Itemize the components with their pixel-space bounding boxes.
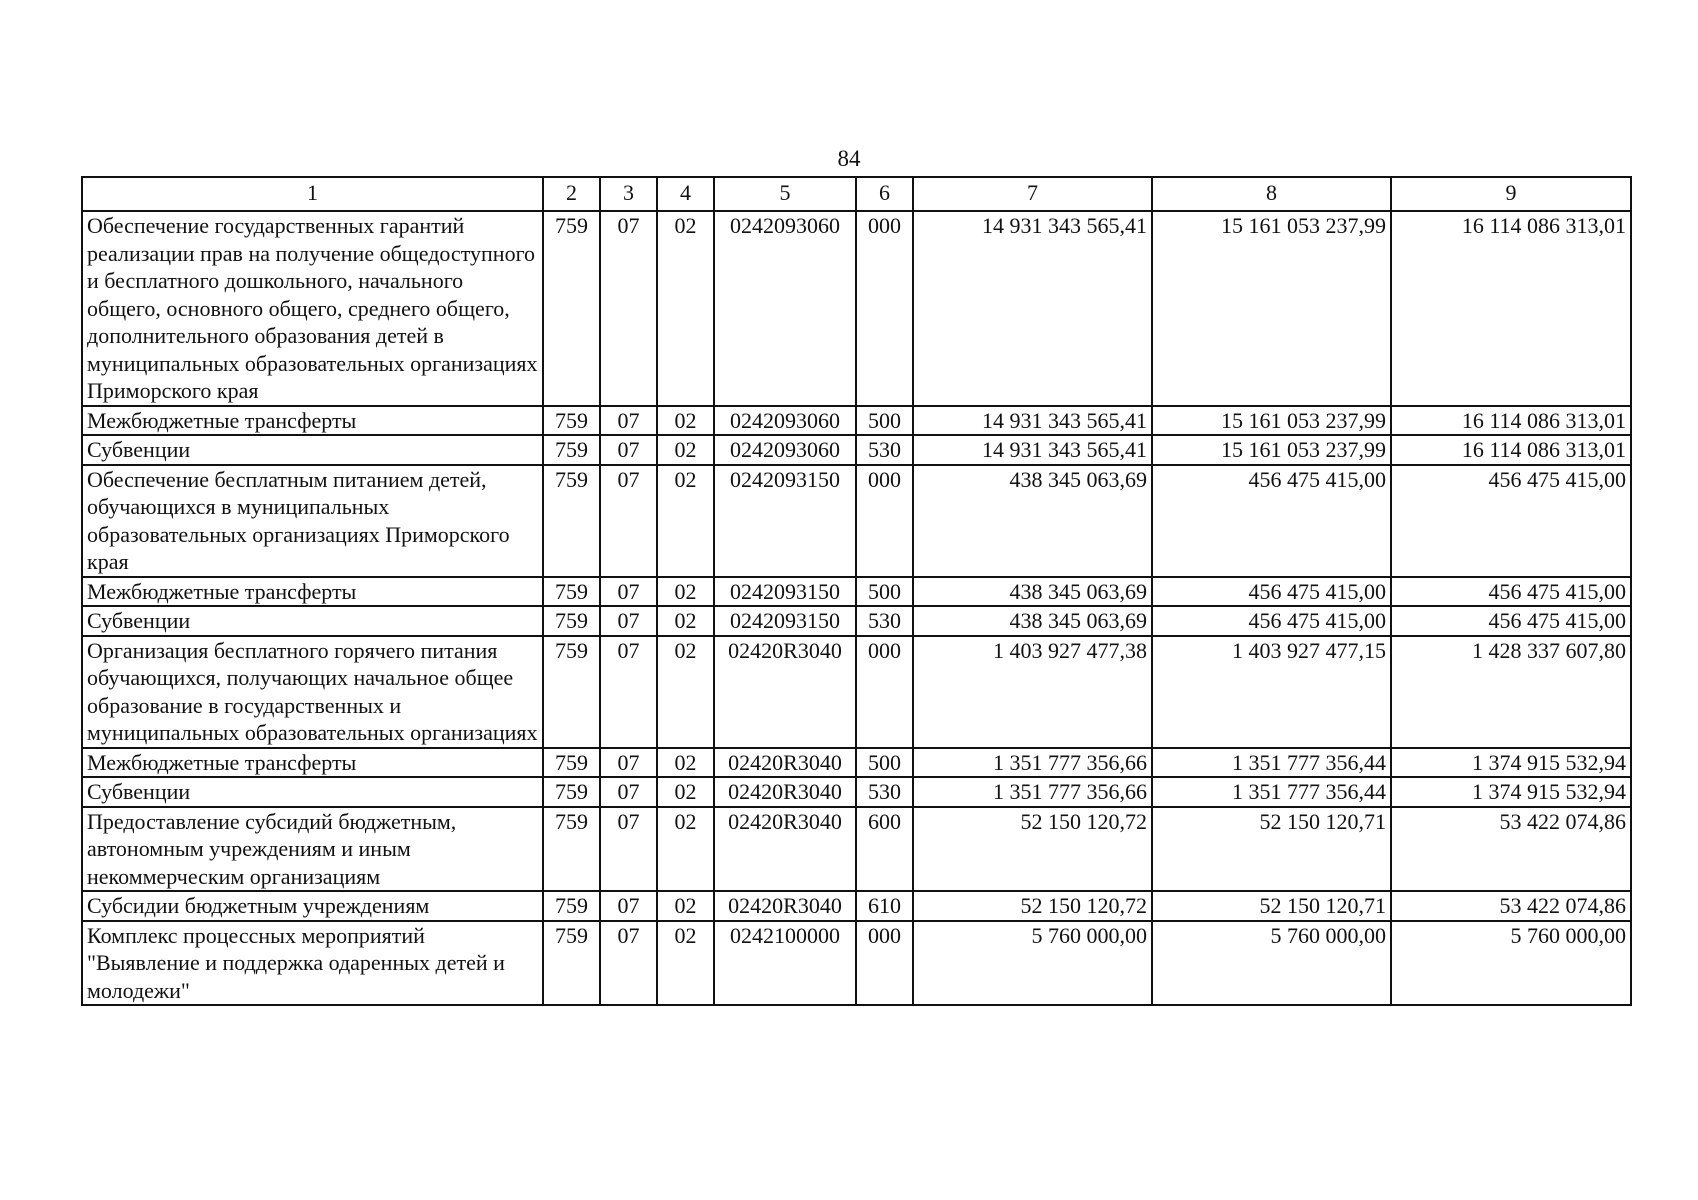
amount-year3-cell: 456 475 415,00	[1391, 465, 1631, 577]
column-header: 5	[714, 177, 856, 211]
expense-type-cell: 500	[856, 748, 913, 778]
amount-year3-cell: 53 422 074,86	[1391, 891, 1631, 921]
table-row	[82, 748, 1631, 778]
subsection-code-cell: 02	[657, 748, 714, 778]
amount-year2-cell: 5 760 000,00	[1152, 921, 1391, 1006]
amount-year3-cell: 456 475 415,00	[1391, 606, 1631, 636]
row-name-cell: Межбюджетные трансферты	[82, 577, 543, 607]
column-header: 9	[1391, 177, 1631, 211]
amount-year2-cell: 456 475 415,00	[1152, 577, 1391, 607]
expense-type-cell: 000	[856, 636, 913, 748]
amount-year3-cell: 1 428 337 607,80	[1391, 636, 1631, 748]
amount-year3-cell: 5 760 000,00	[1391, 921, 1631, 1006]
amount-year2-cell: 52 150 120,71	[1152, 891, 1391, 921]
column-header: 6	[856, 177, 913, 211]
amount-year3-cell: 1 374 915 532,94	[1391, 777, 1631, 807]
amount-year2-cell: 456 475 415,00	[1152, 465, 1391, 577]
amount-year1-cell: 1 351 777 356,66	[913, 748, 1152, 778]
subsection-code-cell: 02	[657, 577, 714, 607]
subsection-code-cell: 02	[657, 636, 714, 748]
section-code-cell: 07	[600, 406, 657, 436]
target-article-cell: 02420R3040	[714, 777, 856, 807]
amount-year2-cell: 52 150 120,71	[1152, 807, 1391, 892]
amount-year3-cell: 16 114 086 313,01	[1391, 406, 1631, 436]
expense-type-cell: 000	[856, 465, 913, 577]
amount-year1-cell: 52 150 120,72	[913, 807, 1152, 892]
gr-code-cell: 759	[543, 577, 600, 607]
gr-code-cell: 759	[543, 465, 600, 577]
section-code-cell: 07	[600, 921, 657, 1006]
section-code-cell: 07	[600, 891, 657, 921]
section-code-cell: 07	[600, 577, 657, 607]
target-article-cell: 0242100000	[714, 921, 856, 1006]
section-code-cell: 07	[600, 211, 657, 406]
amount-year2-cell: 15 161 053 237,99	[1152, 406, 1391, 436]
expense-type-cell: 610	[856, 891, 913, 921]
column-header: 3	[600, 177, 657, 211]
gr-code-cell: 759	[543, 891, 600, 921]
subsection-code-cell: 02	[657, 465, 714, 577]
table-row	[82, 465, 1631, 577]
row-name-cell: Субвенции	[82, 435, 543, 465]
section-code-cell: 07	[600, 807, 657, 892]
amount-year2-cell: 1 351 777 356,44	[1152, 748, 1391, 778]
target-article-cell: 0242093060	[714, 406, 856, 436]
row-name-cell: Комплекс процессных мероприятий "Выявление и поддержка одаренных детей и молодежи"	[82, 921, 543, 1006]
amount-year1-cell: 14 931 343 565,41	[913, 435, 1152, 465]
table-row	[82, 406, 1631, 436]
subsection-code-cell: 02	[657, 777, 714, 807]
amount-year3-cell: 456 475 415,00	[1391, 577, 1631, 607]
row-name-cell: Субсидии бюджетным учреждениям	[82, 891, 543, 921]
row-name-cell: Субвенции	[82, 777, 543, 807]
table-body	[82, 211, 1631, 1005]
subsection-code-cell: 02	[657, 435, 714, 465]
subsection-code-cell: 02	[657, 211, 714, 406]
amount-year3-cell: 53 422 074,86	[1391, 807, 1631, 892]
row-name-cell: Обеспечение государственных гарантий реализации прав на получение общедоступного и бесплатного дошкольного, начального общего, основного общего, среднего общего, дополнительного образования детей в муниципальных образовательных организациях Приморского края	[82, 211, 543, 406]
gr-code-cell: 759	[543, 606, 600, 636]
target-article-cell: 0242093060	[714, 435, 856, 465]
expense-type-cell: 530	[856, 777, 913, 807]
header-row	[82, 177, 1631, 211]
expense-type-cell: 530	[856, 606, 913, 636]
row-name-cell: Организация бесплатного горячего питания обучающихся, получающих начальное общее образование в государственных и муниципальных образовательных организациях	[82, 636, 543, 748]
row-name-cell: Обеспечение бесплатным питанием детей, обучающихся в муниципальных образовательных организациях Приморского края	[82, 465, 543, 577]
amount-year3-cell: 16 114 086 313,01	[1391, 211, 1631, 406]
gr-code-cell: 759	[543, 748, 600, 778]
gr-code-cell: 759	[543, 807, 600, 892]
row-name-cell: Межбюджетные трансферты	[82, 748, 543, 778]
target-article-cell: 02420R3040	[714, 807, 856, 892]
page-number: 84	[837, 146, 861, 171]
target-article-cell: 0242093060	[714, 211, 856, 406]
table-row	[82, 435, 1631, 465]
subsection-code-cell: 02	[657, 891, 714, 921]
gr-code-cell: 759	[543, 435, 600, 465]
amount-year1-cell: 1 351 777 356,66	[913, 777, 1152, 807]
amount-year2-cell: 15 161 053 237,99	[1152, 211, 1391, 406]
column-header: 8	[1152, 177, 1391, 211]
column-header: 1	[82, 177, 543, 211]
expense-type-cell: 600	[856, 807, 913, 892]
table-row	[82, 211, 1631, 406]
amount-year1-cell: 52 150 120,72	[913, 891, 1152, 921]
amount-year2-cell: 1 403 927 477,15	[1152, 636, 1391, 748]
amount-year1-cell: 5 760 000,00	[913, 921, 1152, 1006]
table-row	[82, 636, 1631, 748]
gr-code-cell: 759	[543, 406, 600, 436]
table-row	[82, 577, 1631, 607]
target-article-cell: 02420R3040	[714, 748, 856, 778]
subsection-code-cell: 02	[657, 807, 714, 892]
amount-year1-cell: 438 345 063,69	[913, 606, 1152, 636]
target-article-cell: 0242093150	[714, 606, 856, 636]
amount-year3-cell: 1 374 915 532,94	[1391, 748, 1631, 778]
table-row	[82, 921, 1631, 1006]
expense-type-cell: 000	[856, 211, 913, 406]
amount-year1-cell: 14 931 343 565,41	[913, 406, 1152, 436]
gr-code-cell: 759	[543, 777, 600, 807]
expense-type-cell: 500	[856, 406, 913, 436]
column-header: 2	[543, 177, 600, 211]
table-row	[82, 777, 1631, 807]
row-name-cell: Предоставление субсидий бюджетным, автономным учреждениям и иным некоммерческим организациям	[82, 807, 543, 892]
expense-type-cell: 530	[856, 435, 913, 465]
gr-code-cell: 759	[543, 921, 600, 1006]
subsection-code-cell: 02	[657, 921, 714, 1006]
section-code-cell: 07	[600, 748, 657, 778]
section-code-cell: 07	[600, 606, 657, 636]
section-code-cell: 07	[600, 636, 657, 748]
amount-year1-cell: 14 931 343 565,41	[913, 211, 1152, 406]
amount-year2-cell: 1 351 777 356,44	[1152, 777, 1391, 807]
gr-code-cell: 759	[543, 211, 600, 406]
target-article-cell: 0242093150	[714, 577, 856, 607]
target-article-cell: 02420R3040	[714, 891, 856, 921]
subsection-code-cell: 02	[657, 406, 714, 436]
row-name-cell: Межбюджетные трансферты	[82, 406, 543, 436]
amount-year2-cell: 15 161 053 237,99	[1152, 435, 1391, 465]
amount-year1-cell: 438 345 063,69	[913, 465, 1152, 577]
amount-year1-cell: 438 345 063,69	[913, 577, 1152, 607]
budget-table	[81, 176, 1632, 1006]
table-row	[82, 891, 1631, 921]
column-header: 4	[657, 177, 714, 211]
section-code-cell: 07	[600, 465, 657, 577]
amount-year2-cell: 456 475 415,00	[1152, 606, 1391, 636]
section-code-cell: 07	[600, 777, 657, 807]
amount-year1-cell: 1 403 927 477,38	[913, 636, 1152, 748]
expense-type-cell: 000	[856, 921, 913, 1006]
column-header: 7	[913, 177, 1152, 211]
expense-type-cell: 500	[856, 577, 913, 607]
target-article-cell: 0242093150	[714, 465, 856, 577]
target-article-cell: 02420R3040	[714, 636, 856, 748]
amount-year3-cell: 16 114 086 313,01	[1391, 435, 1631, 465]
section-code-cell: 07	[600, 435, 657, 465]
row-name-cell: Субвенции	[82, 606, 543, 636]
table-row	[82, 606, 1631, 636]
subsection-code-cell: 02	[657, 606, 714, 636]
table-row	[82, 807, 1631, 892]
gr-code-cell: 759	[543, 636, 600, 748]
